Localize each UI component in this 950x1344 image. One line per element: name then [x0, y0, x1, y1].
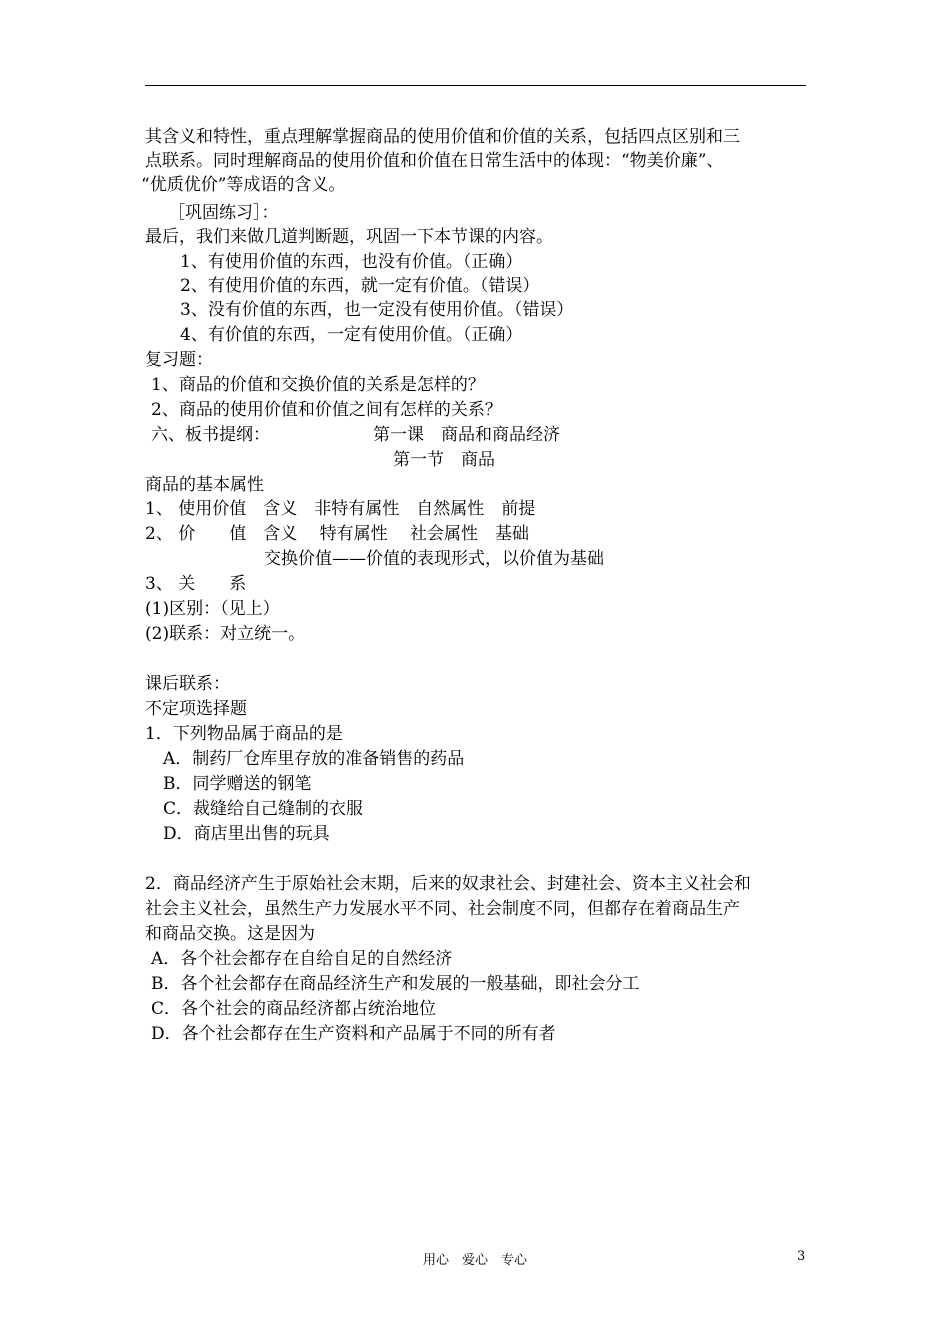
judgment-item: 4、有价值的东西，一定有使用价值。（正确）	[180, 325, 523, 345]
question-option: B．同学赠送的钢笔	[163, 774, 312, 794]
practice-heading: ［巩固练习］：	[168, 203, 279, 223]
page-number: 3	[797, 1249, 806, 1264]
footer-motto: 用心 爱心 专心	[422, 1253, 527, 1268]
practice-intro: 最后，我们来做几道判断题，巩固一下本节课的内容。	[145, 227, 553, 247]
judgment-item: 1、有使用价值的东西，也没有价值。（正确）	[180, 252, 523, 272]
after-class-heading: 课后联系：	[145, 674, 230, 694]
question-option: C．裁缝给自己缝制的衣服	[163, 799, 364, 819]
judgment-item: 3、没有价值的东西，也一定没有使用价值。（错误）	[180, 300, 574, 320]
outline-line: (2)联系：对立统一。	[145, 624, 306, 644]
question-stem: 2．商品经济产生于原始社会末期，后来的奴隶社会、封建社会、资本主义社会和	[145, 874, 751, 894]
outline-lesson-title: 第一课 商品和商品经济	[373, 425, 560, 445]
question-option: C．各个社会的商品经济都占统治地位	[151, 999, 437, 1019]
question-option: B．各个社会都存在商品经济生产和发展的一般基础，即社会分工	[151, 974, 640, 994]
outline-line: 商品的基本属性	[145, 475, 264, 495]
judgment-item: 2、有使用价值的东西，就一定有价值。（错误）	[180, 276, 540, 296]
intro-line: 其含义和特性，重点理解掌握商品的使用价值和价值的关系，包括四点区别和三	[145, 127, 740, 147]
choice-heading: 不定项选择题	[145, 699, 247, 719]
outline-line: 1、 使用价值 含义 非特有属性 自然属性 前提	[145, 499, 536, 519]
question-option: A．各个社会都存在自给自足的自然经济	[151, 949, 453, 969]
question-option: D．商店里出售的玩具	[163, 824, 330, 844]
outline-line: 交换价值——价值的表现形式，以价值为基础	[145, 549, 604, 569]
outline-line: 3、 关 系	[145, 574, 247, 594]
review-item: 2、商品的使用价值和价值之间有怎样的关系？	[151, 400, 502, 420]
intro-line: 点联系。同时理解商品的使用价值和价值在日常生活中的体现：“物美价廉”、	[145, 151, 724, 171]
outline-label: 六、板书提纲：	[151, 425, 270, 445]
outline-section-title: 第一节 商品	[393, 450, 495, 470]
outline-line: 2、 价 值 含义 特有属性 社会属性 基础	[145, 524, 530, 544]
header-rule	[145, 85, 806, 86]
intro-line: “优质优价”等成语的含义。	[141, 175, 346, 195]
outline-line: (1)区别：（见上）	[145, 599, 280, 619]
question-stem: 1．下列物品属于商品的是	[145, 724, 343, 744]
question-option: A．制药厂仓库里存放的准备销售的药品	[163, 749, 465, 769]
review-heading: 复习题：	[145, 350, 213, 370]
question-stem: 社会主义社会，虽然生产力发展水平不同、社会制度不同，但都存在着商品生产	[145, 899, 740, 919]
review-item: 1、商品的价值和交换价值的关系是怎样的？	[151, 375, 485, 395]
question-option: D．各个社会都存在生产资料和产品属于不同的所有者	[151, 1024, 556, 1044]
question-stem: 和商品交换。这是因为	[145, 924, 315, 944]
